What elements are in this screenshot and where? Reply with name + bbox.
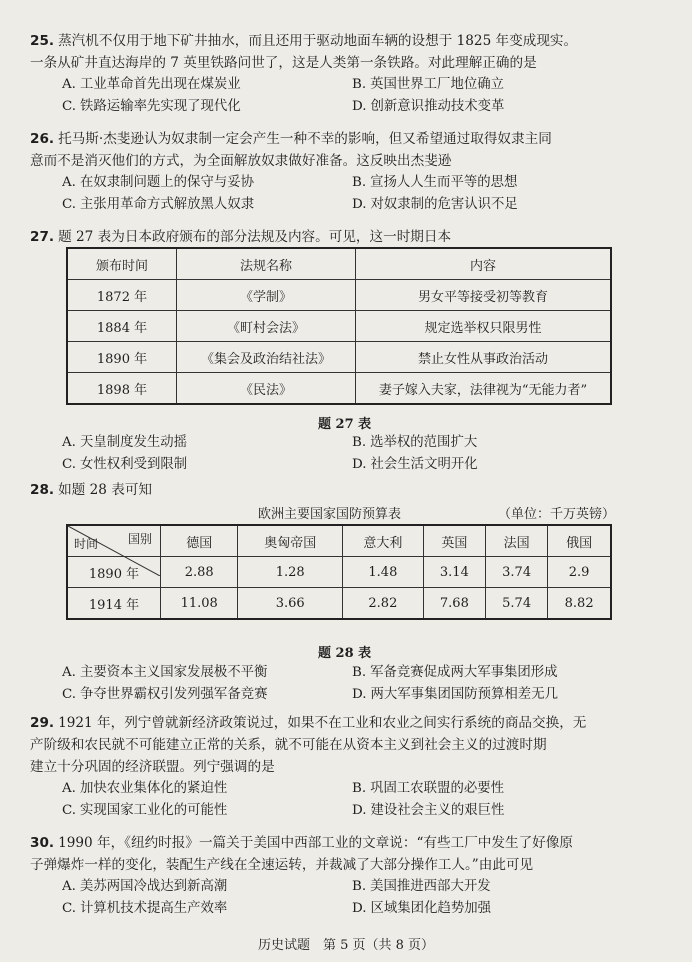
question-number: 30. <box>30 835 55 851</box>
option-a[interactable]: A. 天皇制度发生动摇 <box>62 435 188 450</box>
option-d[interactable]: D. 两大军事集团国防预算相差无几 <box>352 687 558 702</box>
header-cell: 颁布时间 <box>67 248 177 280</box>
header-cell: 内容 <box>356 248 612 280</box>
table-cell: 8.82 <box>548 588 611 620</box>
table-row <box>67 588 611 620</box>
option-c[interactable]: C. 铁路运输率先实现了现代化 <box>62 99 241 114</box>
table-cell: 《民法》 <box>177 373 356 405</box>
header-cell: 德国 <box>161 525 238 557</box>
table-cell: 7.68 <box>423 588 485 620</box>
question-30-stem: 30. 1990 年，《纽约时报》一篇关于美国中西部工业的文章说：“有些工厂中发生了好像原 <box>30 835 573 851</box>
header-cell: 法国 <box>486 525 548 557</box>
question-29-stem-cont: 建立十分巩固的经济联盟。列宁强调的是 <box>30 759 275 775</box>
header-cell: 奥匈帝国 <box>238 525 343 557</box>
table-row <box>67 280 611 311</box>
table-cell: 《町村会法》 <box>177 311 356 342</box>
table-28-unit: （单位：千万英镑） <box>498 507 616 522</box>
table-cell: 3.74 <box>486 557 548 588</box>
question-29-options <box>30 778 670 822</box>
row-year: 1890 年 <box>67 557 161 588</box>
table-27 <box>66 247 612 405</box>
question-30-options <box>30 876 670 920</box>
table-cell: 规定选举权只限男性 <box>356 311 612 342</box>
option-d[interactable]: D. 对奴隶制的危害认识不足 <box>352 197 518 212</box>
table-header-row <box>67 525 611 557</box>
table-cell: 3.14 <box>423 557 485 588</box>
question-28-options-block <box>30 662 670 706</box>
table-cell: 禁止女性从事政治活动 <box>356 342 612 373</box>
option-d[interactable]: D. 社会生活文明开化 <box>352 457 478 472</box>
table-row <box>67 342 611 373</box>
option-b[interactable]: B. 宣扬人人生而平等的思想 <box>352 175 518 190</box>
table-cell: 1884 年 <box>67 311 177 342</box>
question-number: 27. <box>30 229 55 245</box>
table-cell: 3.66 <box>238 588 343 620</box>
question-28-stem: 28. 如题 28 表可知 <box>30 482 153 498</box>
question-number: 29. <box>30 715 55 731</box>
header-cell: 俄国 <box>548 525 611 557</box>
question-26 <box>30 128 670 216</box>
table-row <box>67 311 611 342</box>
question-27-stem: 27. 题 27 表为日本政府颁布的部分法规及内容。可见，这一时期日本 <box>30 229 452 245</box>
row-year: 1914 年 <box>67 588 161 620</box>
table-28-title: 欧洲主要国家国防预算表 <box>258 507 402 522</box>
question-28-options <box>30 662 670 706</box>
option-d[interactable]: D. 区域集团化趋势加强 <box>352 901 492 916</box>
question-25-stem-cont: 一条从矿井直达海岸的 7 英里铁路问世了，这是人类第一条铁路。对此理解正确的是 <box>30 55 537 71</box>
question-28 <box>30 479 670 501</box>
header-cell: 意大利 <box>343 525 424 557</box>
table-cell: 男女平等接受初等教育 <box>356 280 612 311</box>
option-a[interactable]: A. 加快农业集体化的紧迫性 <box>62 781 228 796</box>
page-footer: 历史试题 第 5 页（共 8 页） <box>257 938 435 953</box>
question-number: 25. <box>30 33 55 49</box>
table-28 <box>66 524 612 620</box>
question-27-options <box>30 432 670 476</box>
question-number: 26. <box>30 131 55 147</box>
question-25-stem: 25. 蒸汽机不仅用于地下矿井抽水，而且还用于驱动地面车辆的设想于 1825 年变成现实。 <box>30 33 578 49</box>
option-b[interactable]: B. 选举权的范围扩大 <box>352 435 478 450</box>
table-cell: 《集会及政治结社法》 <box>177 342 356 373</box>
table-cell: 2.88 <box>161 557 238 588</box>
table-cell: 5.74 <box>486 588 548 620</box>
option-b[interactable]: B. 美国推进西部大开发 <box>352 879 491 894</box>
option-c[interactable]: C. 主张用革命方式解放黑人奴隶 <box>62 197 255 212</box>
table-cell: 1890 年 <box>67 342 177 373</box>
question-29 <box>30 712 670 822</box>
header-cell: 法规名称 <box>177 248 356 280</box>
option-b[interactable]: B. 军备竞赛促成两大军事集团形成 <box>352 665 558 680</box>
table-header-row <box>67 248 611 280</box>
table-row <box>67 373 611 405</box>
table-cell: 妻子嫁入夫家，法律视为“无能力者” <box>356 373 612 405</box>
question-30-stem-cont: 子弹爆炸一样的变化，装配生产线在全速运转，并裁减了大部分操作工人。”由此可见 <box>30 857 534 873</box>
option-c[interactable]: C. 计算机技术提高生产效率 <box>62 901 228 916</box>
table-28-caption: 题 28 表 <box>318 646 372 661</box>
header-cell: 英国 <box>423 525 485 557</box>
table-cell: 《学制》 <box>177 280 356 311</box>
corner-label-time: 时间 <box>74 537 99 551</box>
question-26-stem-cont: 意而不是消灭他们的方式，为全面解放奴隶做好准备。这反映出杰斐逊 <box>30 153 452 169</box>
option-a[interactable]: A. 在奴隶制问题上的保守与妥协 <box>62 175 255 190</box>
question-25 <box>30 30 670 118</box>
option-a[interactable]: A. 工业革命首先出现在煤炭业 <box>62 77 241 92</box>
option-b[interactable]: B. 英国世界工厂地位确立 <box>352 77 505 92</box>
option-b[interactable]: B. 巩固工农联盟的必要性 <box>352 781 505 796</box>
table-cell: 2.82 <box>343 588 424 620</box>
option-d[interactable]: D. 创新意识推动技术变革 <box>352 99 505 114</box>
table-cell: 1872 年 <box>67 280 177 311</box>
table-27-caption: 题 27 表 <box>318 417 372 432</box>
question-25-options <box>30 74 670 118</box>
corner-cell <box>67 525 161 557</box>
table-cell: 1.28 <box>238 557 343 588</box>
question-30 <box>30 832 670 920</box>
option-c[interactable]: C. 实现国家工业化的可能性 <box>62 803 228 818</box>
option-c[interactable]: C. 争夺世界霸权引发列强军备竞赛 <box>62 687 268 702</box>
question-26-stem: 26. 托马斯·杰斐逊认为奴隶制一定会产生一种不幸的影响，但又希望通过取得奴隶主同 <box>30 131 552 147</box>
option-a[interactable]: A. 主要资本主义国家发展极不平衡 <box>62 665 268 680</box>
corner-label-country: 国别 <box>127 532 152 546</box>
question-27 <box>30 226 670 248</box>
question-27-options-block <box>30 432 670 476</box>
table-cell: 1898 年 <box>67 373 177 405</box>
option-d[interactable]: D. 建设社会主义的艰巨性 <box>352 803 505 818</box>
question-number: 28. <box>30 482 55 498</box>
question-26-options <box>30 172 670 216</box>
question-29-stem: 29. 1921 年，列宁曾就新经济政策说过，如果不在工业和农业之间实行系统的商品交换，无 <box>30 715 587 731</box>
table-cell: 11.08 <box>161 588 238 620</box>
option-a[interactable]: A. 美苏两国冷战达到新高潮 <box>62 879 228 894</box>
question-29-stem-cont: 产阶级和农民就不可能建立正常的关系，就不可能在从资本主义到社会主义的过渡时期 <box>30 737 547 753</box>
table-cell: 2.9 <box>548 557 611 588</box>
option-c[interactable]: C. 女性权利受到限制 <box>62 457 188 472</box>
table-cell: 1.48 <box>343 557 424 588</box>
